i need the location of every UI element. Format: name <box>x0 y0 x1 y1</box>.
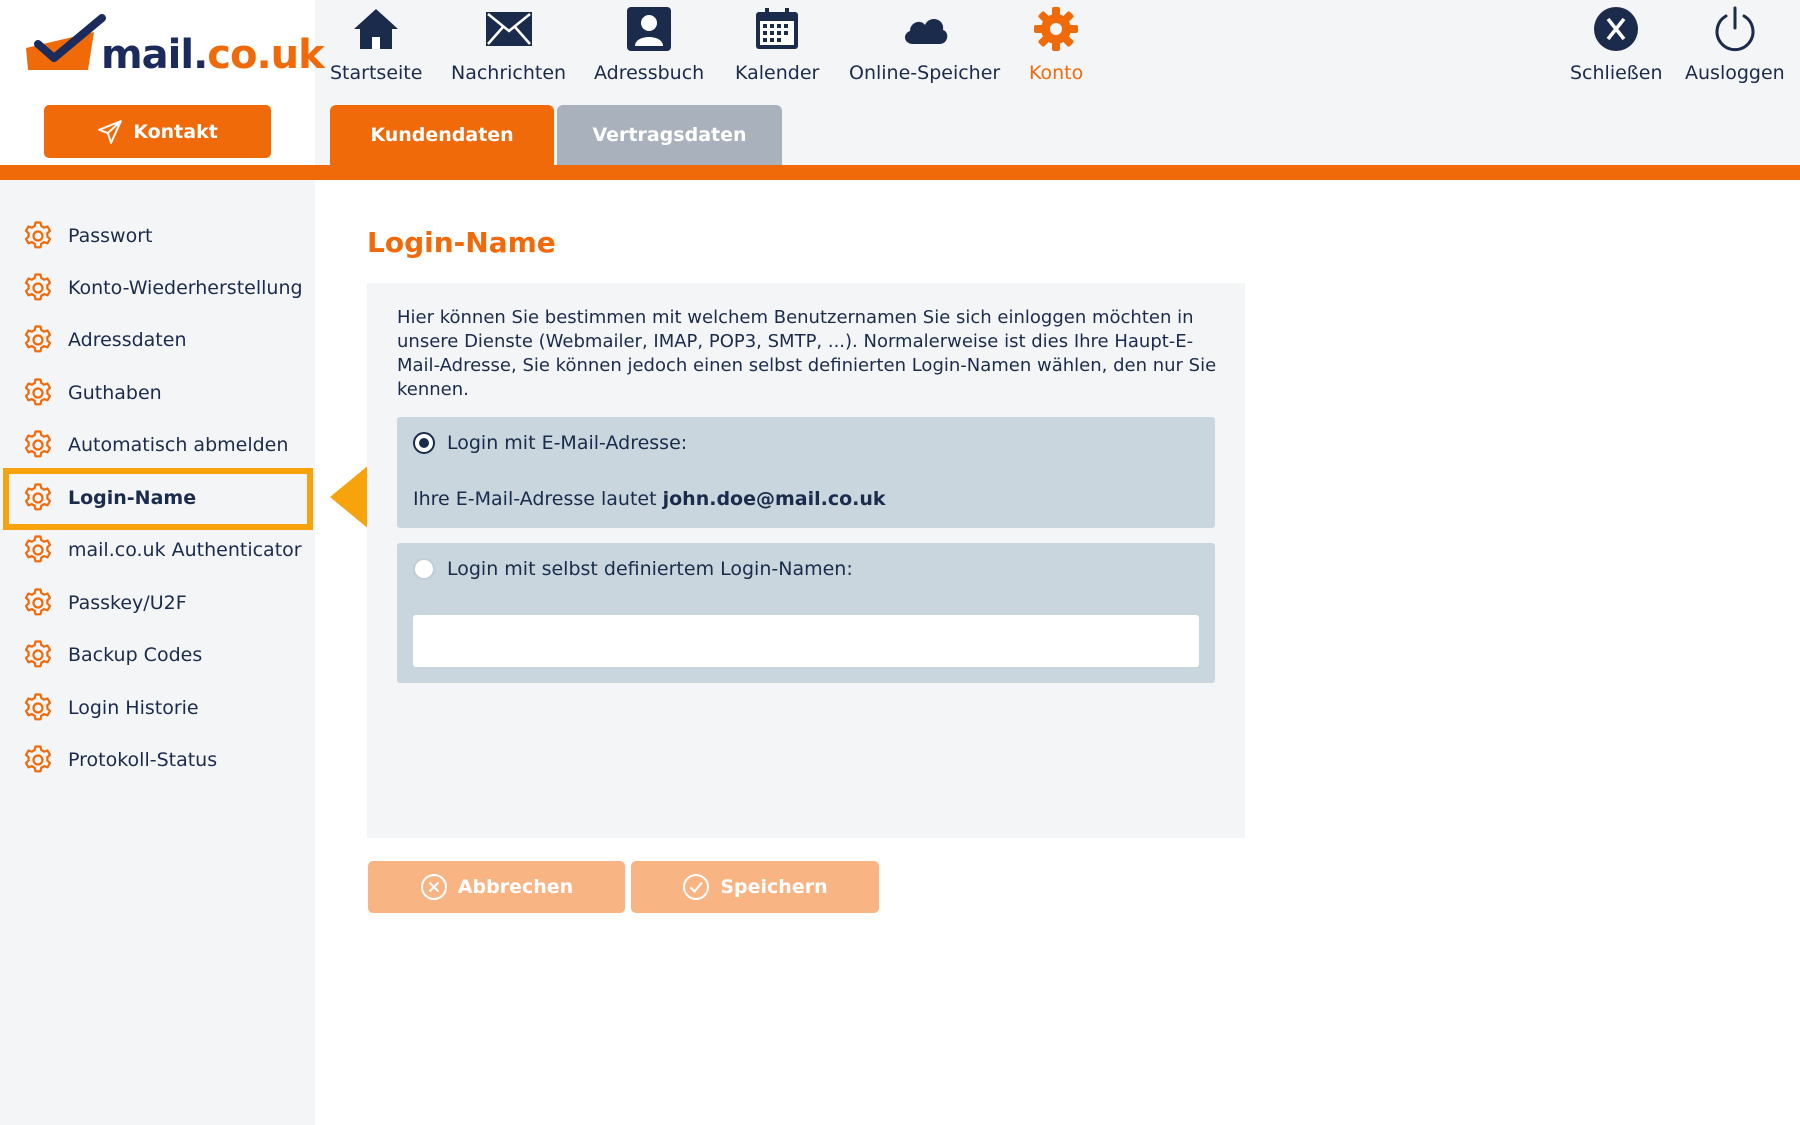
gear-outline-icon <box>22 587 54 619</box>
sidebar-item-label: Protokoll-Status <box>68 749 218 771</box>
sidebar-item[interactable] <box>22 268 303 308</box>
tab-label: Vertragsdaten <box>592 124 747 146</box>
gear-outline-icon <box>22 324 54 356</box>
nav-label: Startseite <box>330 62 423 84</box>
paper-plane-icon <box>97 119 123 145</box>
highlight-box <box>3 468 313 530</box>
cancel-button[interactable] <box>368 861 625 913</box>
sidebar-item-label: Login Historie <box>68 697 199 719</box>
description-text: Hier können Sie bestimmen mit welchem Benutzernamen Sie sich einloggen möchten in unsere Dienste (Webmailer, IMAP, POP3, SMTP, ...). Normalerweise ist dies Ihre Haupt-E-Mail-Adresse, Sie können jedoch einen selbst definierten Login-Namen wählen, den nur Sie kennen. <box>397 307 1217 400</box>
sidebar-item[interactable] <box>22 688 199 728</box>
nav-konto[interactable] <box>1029 4 1083 84</box>
nav-schliessen[interactable] <box>1570 4 1663 84</box>
logout-label: Ausloggen <box>1685 62 1785 84</box>
gear-outline-icon <box>22 220 54 252</box>
gear-outline-icon <box>22 272 54 304</box>
sidebar-item[interactable] <box>22 216 152 256</box>
sidebar-item[interactable] <box>22 583 187 623</box>
sidebar-item-label: Passwort <box>68 225 153 247</box>
gear-outline-icon <box>22 534 54 566</box>
gear-outline-icon <box>22 744 54 776</box>
check-circle-icon <box>682 873 710 901</box>
sidebar-item[interactable] <box>22 740 217 780</box>
gear-outline-icon <box>22 429 54 461</box>
gear-icon <box>1031 4 1081 54</box>
power-icon <box>1710 4 1760 54</box>
nav-nachrichten[interactable] <box>451 4 566 84</box>
option-email-label: Login mit E-Mail-Adresse: <box>447 432 688 454</box>
brand-name-dark: mail. <box>101 32 208 78</box>
sidebar-item[interactable] <box>22 425 288 465</box>
sidebar-item-label: Login-Name <box>68 487 197 509</box>
cancel-label: Abbrechen <box>457 876 574 898</box>
cloud-icon <box>900 4 950 54</box>
sidebar-item-label: Konto-Wiederherstellung <box>68 277 303 299</box>
brand-name <box>101 32 324 78</box>
nav-label: Kalender <box>735 62 820 84</box>
sidebar-item-label: mail.co.uk Authenticator <box>68 539 302 561</box>
contact-book-icon <box>624 4 674 54</box>
nav-startseite[interactable] <box>330 4 422 84</box>
cancel-circle-icon <box>420 873 448 901</box>
page-title: Login-Name <box>367 226 556 259</box>
contact-button[interactable] <box>44 105 271 158</box>
tab-label: Kundendaten <box>370 124 514 146</box>
nav-online-speicher[interactable] <box>849 4 1000 84</box>
save-button[interactable] <box>631 861 879 913</box>
envelope-icon <box>484 4 534 54</box>
logo-area <box>0 0 324 165</box>
header-divider <box>0 165 1800 180</box>
brand-logo[interactable] <box>24 12 324 82</box>
nav-label: Nachrichten <box>451 62 567 84</box>
gear-outline-icon <box>22 692 54 724</box>
sidebar-item-label: Guthaben <box>68 382 162 404</box>
email-address: john.doe@mail.co.uk <box>662 488 886 510</box>
brand-name-orange: co.uk <box>207 32 324 78</box>
contact-button-label: Kontakt <box>133 120 218 143</box>
email-info <box>413 488 886 510</box>
tab-kundendaten[interactable] <box>330 105 554 165</box>
calendar-icon <box>752 4 802 54</box>
nav-label: Konto <box>1029 62 1084 84</box>
home-icon <box>351 4 401 54</box>
nav-label: Adressbuch <box>594 62 705 84</box>
custom-login-input[interactable] <box>413 615 1199 667</box>
tab-vertragsdaten[interactable] <box>557 105 782 165</box>
sidebar-item[interactable] <box>22 320 187 360</box>
close-icon <box>1591 4 1641 54</box>
save-label: Speichern <box>720 876 828 898</box>
gear-outline-icon <box>22 639 54 671</box>
nav-adressbuch[interactable] <box>594 4 704 84</box>
option-custom-label: Login mit selbst definiertem Login-Namen: <box>447 558 853 580</box>
radio-custom-login[interactable] <box>413 558 435 580</box>
email-info-prefix: Ihre E-Mail-Adresse lautet <box>413 488 657 510</box>
nav-ausloggen[interactable] <box>1685 4 1785 84</box>
sidebar-item[interactable] <box>22 635 202 675</box>
nav-label: Online-Speicher <box>849 62 1001 84</box>
sidebar-item-label: Passkey/U2F <box>68 592 187 614</box>
sidebar-item-label: Adressdaten <box>68 329 187 351</box>
option-email-login <box>397 417 1215 528</box>
gear-outline-icon <box>22 377 54 409</box>
nav-kalender[interactable] <box>735 4 819 84</box>
close-label: Schließen <box>1570 62 1663 84</box>
radio-email-login[interactable] <box>413 432 435 454</box>
sidebar-item-label: Automatisch abmelden <box>68 434 289 456</box>
sidebar-item-label: Backup Codes <box>68 644 203 666</box>
sidebar-item[interactable] <box>22 373 162 413</box>
sidebar-item[interactable] <box>22 530 302 570</box>
